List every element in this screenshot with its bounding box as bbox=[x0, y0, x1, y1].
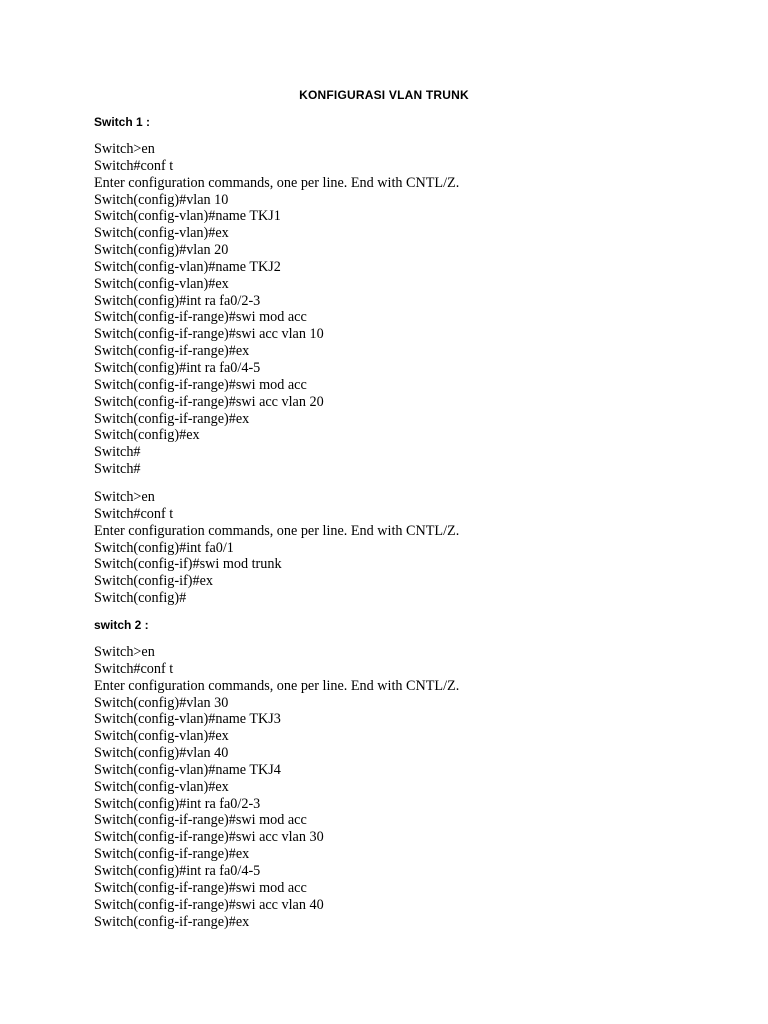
command-line: Switch(config)#vlan 10 bbox=[94, 191, 229, 208]
command-line: Switch>en bbox=[94, 141, 155, 157]
command-line: Switch(config-vlan)#name TKJ4 bbox=[94, 761, 281, 778]
command-line: Switch(config)#int fa0/1 bbox=[94, 539, 234, 556]
command-block-switch-2-vlan bbox=[94, 644, 459, 930]
command-line: Switch(config-if)#swi mod trunk bbox=[94, 556, 282, 573]
command-line: Switch(config)# bbox=[94, 590, 187, 607]
section-heading-switch-1: Switch 1 : bbox=[94, 115, 151, 129]
command-block-switch-1-vlan bbox=[94, 141, 459, 478]
command-line: Switch(config-if-range)#swi acc vlan 30 bbox=[94, 829, 324, 846]
command-line: Switch(config-if-range)#ex bbox=[94, 343, 250, 360]
command-line: Switch(config-if-range)#swi mod acc bbox=[94, 879, 307, 896]
command-line: Switch(config-if-range)#swi acc vlan 40 bbox=[94, 896, 324, 913]
command-line: Switch(config)#vlan 30 bbox=[94, 694, 229, 711]
command-line: Switch(config-vlan)#ex bbox=[94, 778, 229, 795]
command-line: Switch(config-vlan)#name TKJ2 bbox=[94, 258, 281, 275]
command-line: Switch# bbox=[94, 461, 141, 478]
command-line: Switch(config)#vlan 20 bbox=[94, 242, 229, 259]
command-line: Switch(config-vlan)#ex bbox=[94, 275, 229, 292]
command-line: Switch>en bbox=[94, 489, 155, 505]
command-line: Switch(config-vlan)#name TKJ3 bbox=[94, 711, 281, 728]
command-line: Switch(config-if-range)#ex bbox=[94, 410, 250, 427]
command-line: Switch(config)#int ra fa0/4-5 bbox=[94, 862, 261, 879]
command-line: Enter configuration commands, one per line. End with CNTL/Z. bbox=[94, 522, 460, 539]
command-line: Switch(config-if-range)#swi mod acc bbox=[94, 309, 307, 326]
command-line: Switch(config)#ex bbox=[94, 427, 200, 444]
command-line: Switch(config-if)#ex bbox=[94, 573, 213, 590]
document-title: KONFIGURASI VLAN TRUNK bbox=[299, 88, 469, 102]
command-line: Switch#conf t bbox=[94, 157, 174, 174]
command-line: Switch(config-if-range)#swi acc vlan 10 bbox=[94, 326, 324, 343]
command-line: Switch(config)#int ra fa0/2-3 bbox=[94, 795, 261, 812]
section-heading-switch-2: switch 2 : bbox=[94, 618, 149, 632]
command-line: Enter configuration commands, one per line. End with CNTL/Z. bbox=[94, 677, 460, 694]
command-line: Switch(config-if-range)#swi acc vlan 20 bbox=[94, 393, 324, 410]
command-line: Switch(config)#int ra fa0/2-3 bbox=[94, 292, 261, 309]
command-line: Switch>en bbox=[94, 644, 155, 660]
command-line: Switch(config-vlan)#name TKJ1 bbox=[94, 208, 281, 225]
command-line: Switch# bbox=[94, 444, 141, 461]
command-line: Switch(config)#int ra fa0/4-5 bbox=[94, 359, 261, 376]
command-line: Switch(config-vlan)#ex bbox=[94, 225, 229, 242]
command-line: Switch(config-vlan)#ex bbox=[94, 728, 229, 745]
command-line: Switch(config-if-range)#ex bbox=[94, 913, 250, 930]
command-block-switch-1-trunk bbox=[94, 489, 459, 607]
command-line: Enter configuration commands, one per line. End with CNTL/Z. bbox=[94, 174, 460, 191]
command-line: Switch(config)#vlan 40 bbox=[94, 745, 229, 762]
command-line: Switch(config-if-range)#ex bbox=[94, 846, 250, 863]
command-line: Switch#conf t bbox=[94, 505, 174, 522]
command-line: Switch(config-if-range)#swi mod acc bbox=[94, 376, 307, 393]
command-line: Switch(config-if-range)#swi mod acc bbox=[94, 812, 307, 829]
command-line: Switch#conf t bbox=[94, 660, 174, 677]
